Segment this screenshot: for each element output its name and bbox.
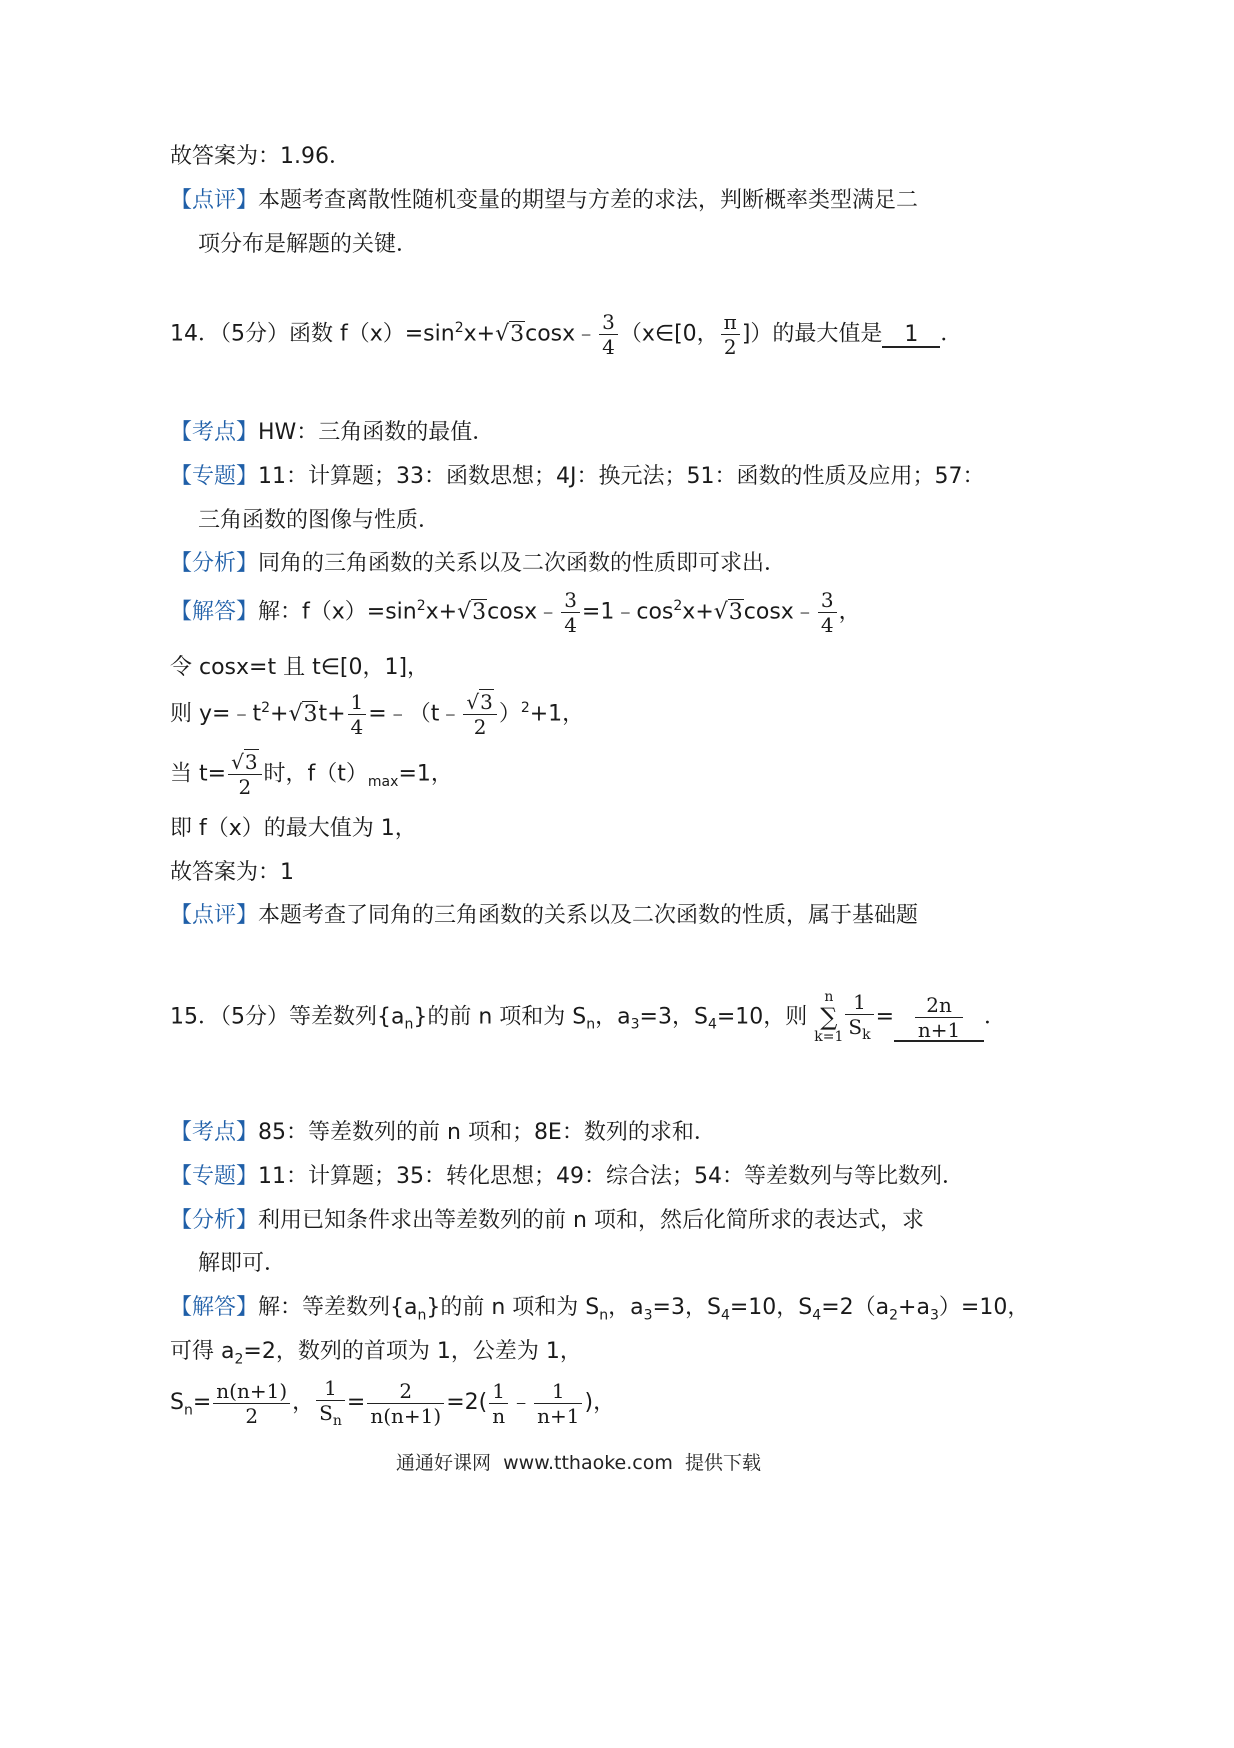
solution-15-line-3: $S_n=$ $\frac{n(n+1)}{2}$ ， $\frac{1}{S_n}$ = $\frac{2}{n(n+1)}$ =2( $\frac{1}{n}$ ﹣ $\frac{1}{n+1}$ )， bbox=[170, 1376, 616, 1429]
answer-blank: 1 bbox=[882, 324, 940, 348]
zhuanti-line-2: 三角函数的图像与性质． bbox=[198, 508, 441, 533]
footer-provide: 提供下载 bbox=[684, 1452, 761, 1474]
answer-line: 故答案为：1.96． bbox=[170, 144, 351, 169]
page-footer bbox=[396, 1454, 761, 1473]
solution-15-line-1: 【解答】解：等差数列$\{a_n\}$的前 n 项和为 $S_n$，$a_3=3$，$S_4=10$，$S_4=2(a_2+a_3)=10$， bbox=[170, 1295, 1030, 1324]
solution-15-line-2: 可得 $a_2=2$，数列的首项为 1，公差为 1， bbox=[170, 1339, 582, 1368]
review-line-2: 项分布是解题的关键． bbox=[198, 232, 419, 257]
solution-line-4: 当 t= $\frac{√3}{2}$ 时，$f(t)_{max}=1$， bbox=[170, 750, 453, 799]
review-tag: 【点评】 bbox=[170, 188, 259, 213]
footer-url[interactable]: www.tthaoke.com bbox=[503, 1452, 673, 1474]
fenxi-15-line-2: 解即可． bbox=[198, 1251, 287, 1276]
answer-blank-15: $\frac{2n}{n+1}$ bbox=[894, 995, 984, 1042]
footer-site: 通通好课网 bbox=[396, 1452, 492, 1474]
solution-line-2: 令 cosx=t 且 t∈[0，1]， bbox=[170, 655, 430, 680]
question-14: 14．（5分）函数 $f(x)=\sin^2x+√3\cos x﹣$ $\frac{3}{4}$ （x∈[0， $\frac{\pi}{2}$ ]）的最大值是 1 ． bbox=[170, 310, 963, 359]
sum-symbol: n ∑ k=1 bbox=[814, 989, 844, 1045]
review-line-1: 【点评】本题考查离散性随机变量的期望与方差的求法，判断概率类型满足二 bbox=[170, 188, 919, 213]
zhuanti-line-1: 【专题】11：计算题；33：函数思想；4J：换元法；51：函数的性质及应用；57： bbox=[170, 464, 985, 489]
solution-line-1: 【解答】解：$f(x)=\sin^2x+√3\cos x﹣$ $\frac{3}{4}$ $=1﹣\cos^2x+√3\cos x﹣$ $\frac{3}{4}$ ， bbox=[170, 588, 861, 637]
kaodian-15: 【考点】85：等差数列的前 n 项和；8E：数列的求和． bbox=[170, 1120, 716, 1145]
fenxi-15-line-1: 【分析】利用已知条件求出等差数列的前 n 项和，然后化简所求的表达式，求 bbox=[170, 1208, 924, 1233]
review-14: 【点评】本题考查了同角的三角函数的关系以及二次函数的性质，属于基础题 bbox=[170, 903, 919, 928]
solution-line-6: 故答案为：1 bbox=[170, 860, 294, 885]
fenxi-line: 【分析】同角的三角函数的关系以及二次函数的性质即可求出． bbox=[170, 551, 787, 576]
solution-line-5: 即 f（x）的最大值为 1， bbox=[170, 816, 417, 841]
question-15: 15．（5分）等差数列$\{a_n\}$的前 n 项和为 $S_n$，$a_3=3$，$S_4=10$，则 n ∑ k=1 $\frac{1}{S_k}$ = $\frac{2n}{n+1}$ ． bbox=[170, 989, 1007, 1045]
kaodian-line: 【考点】HW：三角函数的最值． bbox=[170, 420, 495, 445]
zhuanti-15: 【专题】11：计算题；35：转化思想；49：综合法；54：等差数列与等比数列． bbox=[170, 1164, 964, 1189]
solution-line-3: 则 $y=﹣t^2+√3t+$ $\frac{1}{4}$ =﹣（t﹣ $\frac{√3}{2}$ ）$^2$+1， bbox=[170, 690, 585, 739]
